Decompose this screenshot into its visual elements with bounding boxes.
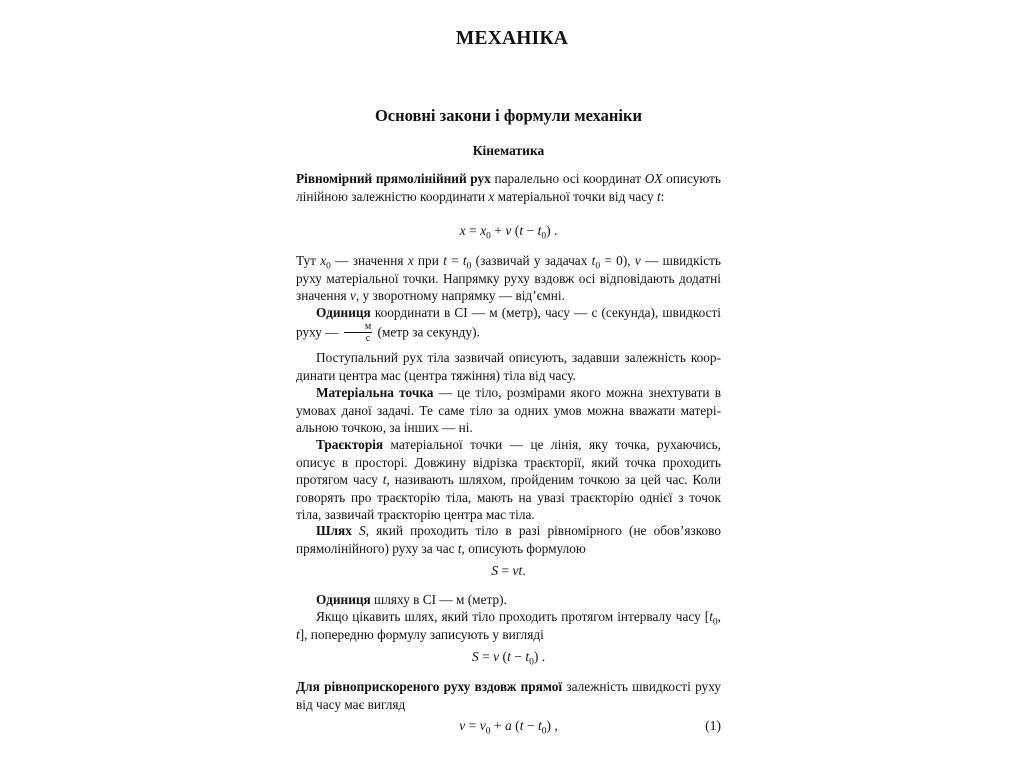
text: матеріальної точки від часу [494,188,657,204]
math-op: ) . [533,649,546,664]
term-path: Шлях [316,523,352,538]
term-unit: Одиниця [316,592,371,607]
math-var: t [457,540,462,556]
text: залежність швидкості руху від часу має вигляд [296,679,721,712]
math-var: t [382,472,387,488]
math-var: x [320,253,327,268]
section-title: Основні закони і формули механіки [374,106,643,125]
math-var: x [488,188,495,204]
paragraph-path-unit [296,591,721,609]
text: Якщо цікавить шлях, який тіло проходить протягом інтервалу часу [ [316,609,710,624]
term-material-point: Матеріальна точка [316,385,434,400]
math-sub: 0 [541,726,547,737]
text: = 0), [600,253,635,268]
text: , у зворотному напрямку — від’ємні. [355,288,565,304]
math-var: t [537,223,542,238]
equation-number: (1) [705,718,721,733]
text: (метр за секунду). [374,324,480,340]
math-var: t [296,626,300,642]
math-var: v [634,253,641,268]
math-var: x [480,223,487,238]
text: паралельно осі координат [490,171,645,186]
math-sub: 0 [595,261,601,272]
text: шляху в СІ — м (метр). [370,592,507,607]
text: Тут [296,253,321,268]
paragraph-interval [296,608,721,643]
paragraph-trajectory [296,436,721,524]
math-var: v [459,718,466,733]
math-sub: 0 [466,261,472,272]
math-var: S [471,649,479,664]
equation-velocity [296,718,721,737]
math-op: ) . [546,223,558,238]
math-var: t [537,718,542,733]
math-var: t [462,253,467,268]
paragraph-explanation [296,252,721,305]
math-sub: 0 [486,231,491,242]
math-op: ( [511,718,520,733]
math-var: t [656,188,661,204]
text: , який проходить тіло в разі рівномірного (не обов’язково прямолінійного) руху за час [296,523,722,556]
math-op: + [490,223,506,238]
math-var: v [479,718,486,733]
math-sub: 0 [712,617,718,628]
math-var: t [709,609,713,624]
math-op: ( [499,649,508,664]
fraction-m-per-s [344,321,372,344]
paragraph-accelerated-motion [296,678,721,713]
subsection-title: Кінематика [472,143,545,158]
math-op: ( [511,223,520,238]
math-op: − [510,649,526,664]
term-unit: Одиниця [316,305,371,320]
math-op: , [717,609,721,624]
math-var: OX [644,171,663,186]
math-op: . [522,563,526,578]
text: , описують формулою [461,540,586,556]
text: при [413,253,444,268]
math-var: v [350,288,356,304]
text: — швидкість руху матеріальної точки. Напрямку руху вздовж осі відповідають додатні значення [296,253,721,304]
paragraph-units [296,304,721,345]
paragraph-material-point [296,384,721,437]
math-op: − [523,718,538,733]
math-var: t [519,718,524,733]
math-op: ) , [546,718,558,733]
term-trajectory: Траєкторія [316,437,384,452]
fraction-denominator: с [365,332,371,344]
math-var: t [443,253,447,268]
paragraph-uniform-motion [296,170,721,205]
math-op: = [446,253,463,268]
paragraph-translational-motion: Поступальний рух тіла зазвичай описують, задавши залежність координати центра мас (центра тяжіння) тіла від часу. [296,350,721,383]
math-var: S [351,523,366,538]
math-op: = [465,223,481,238]
math-op: + [490,718,505,733]
text: , називають шляхом, пройденим точкою за цей час. Коли говорять про траєкторію тіла, мають на увазі траєкторію однієї з точок тіла, зазвичай траєкторію центра мас тіла. [296,472,721,523]
math-sub: 0 [485,726,491,737]
math-op: = [498,563,513,578]
math-var: t [507,649,511,664]
text: координати в СІ — м (метр), часу — с (секунда), швидкості руху — [296,305,721,340]
equation-position [296,223,721,242]
math-var: vt [512,563,523,578]
text: : [660,188,665,204]
text: (зазвичай у задачах [471,253,592,268]
text: — значення [330,253,408,268]
math-op: = [465,718,480,733]
math-var: x [459,223,466,238]
math-var: t [591,253,596,268]
math-op: = [478,649,494,664]
math-var: t [525,649,530,664]
math-sub: 0 [529,657,534,668]
text: матеріальної точки — це лінія, яку точка, рухаючись, описує в просторі. Довжину відрізка траєкторії, який точка проходить протягом часу [296,437,721,488]
equation-path [296,563,721,579]
text: ], попередню формулу записують у вигляді [299,626,544,642]
math-sub: 0 [541,231,547,242]
term-uniform-motion: Рівномірний прямолінійний рух [296,171,491,186]
math-op: − [523,223,538,238]
math-var: v [505,223,512,238]
paragraph-path [296,522,721,557]
math-sub: 0 [326,261,331,272]
equation-path-interval [296,649,721,668]
text: — це тіло, розмірами якого можна знехтувати в умовах даної задачі. Те саме тіло за одних умов можна вважати матеріальною точкою, за інших — ні. [296,385,721,436]
math-var: S [491,563,499,578]
math-var: a [504,718,512,733]
text: описують лінійною залежністю координати [296,171,721,204]
math-var: t [519,223,524,238]
term-accelerated-motion: Для рівноприскореного руху вздовж прямої [296,679,563,694]
math-var: x [407,253,414,268]
main-title: МЕХАНІКА [455,28,569,49]
math-var: v [493,649,500,664]
fraction-numerator: м [344,321,372,333]
